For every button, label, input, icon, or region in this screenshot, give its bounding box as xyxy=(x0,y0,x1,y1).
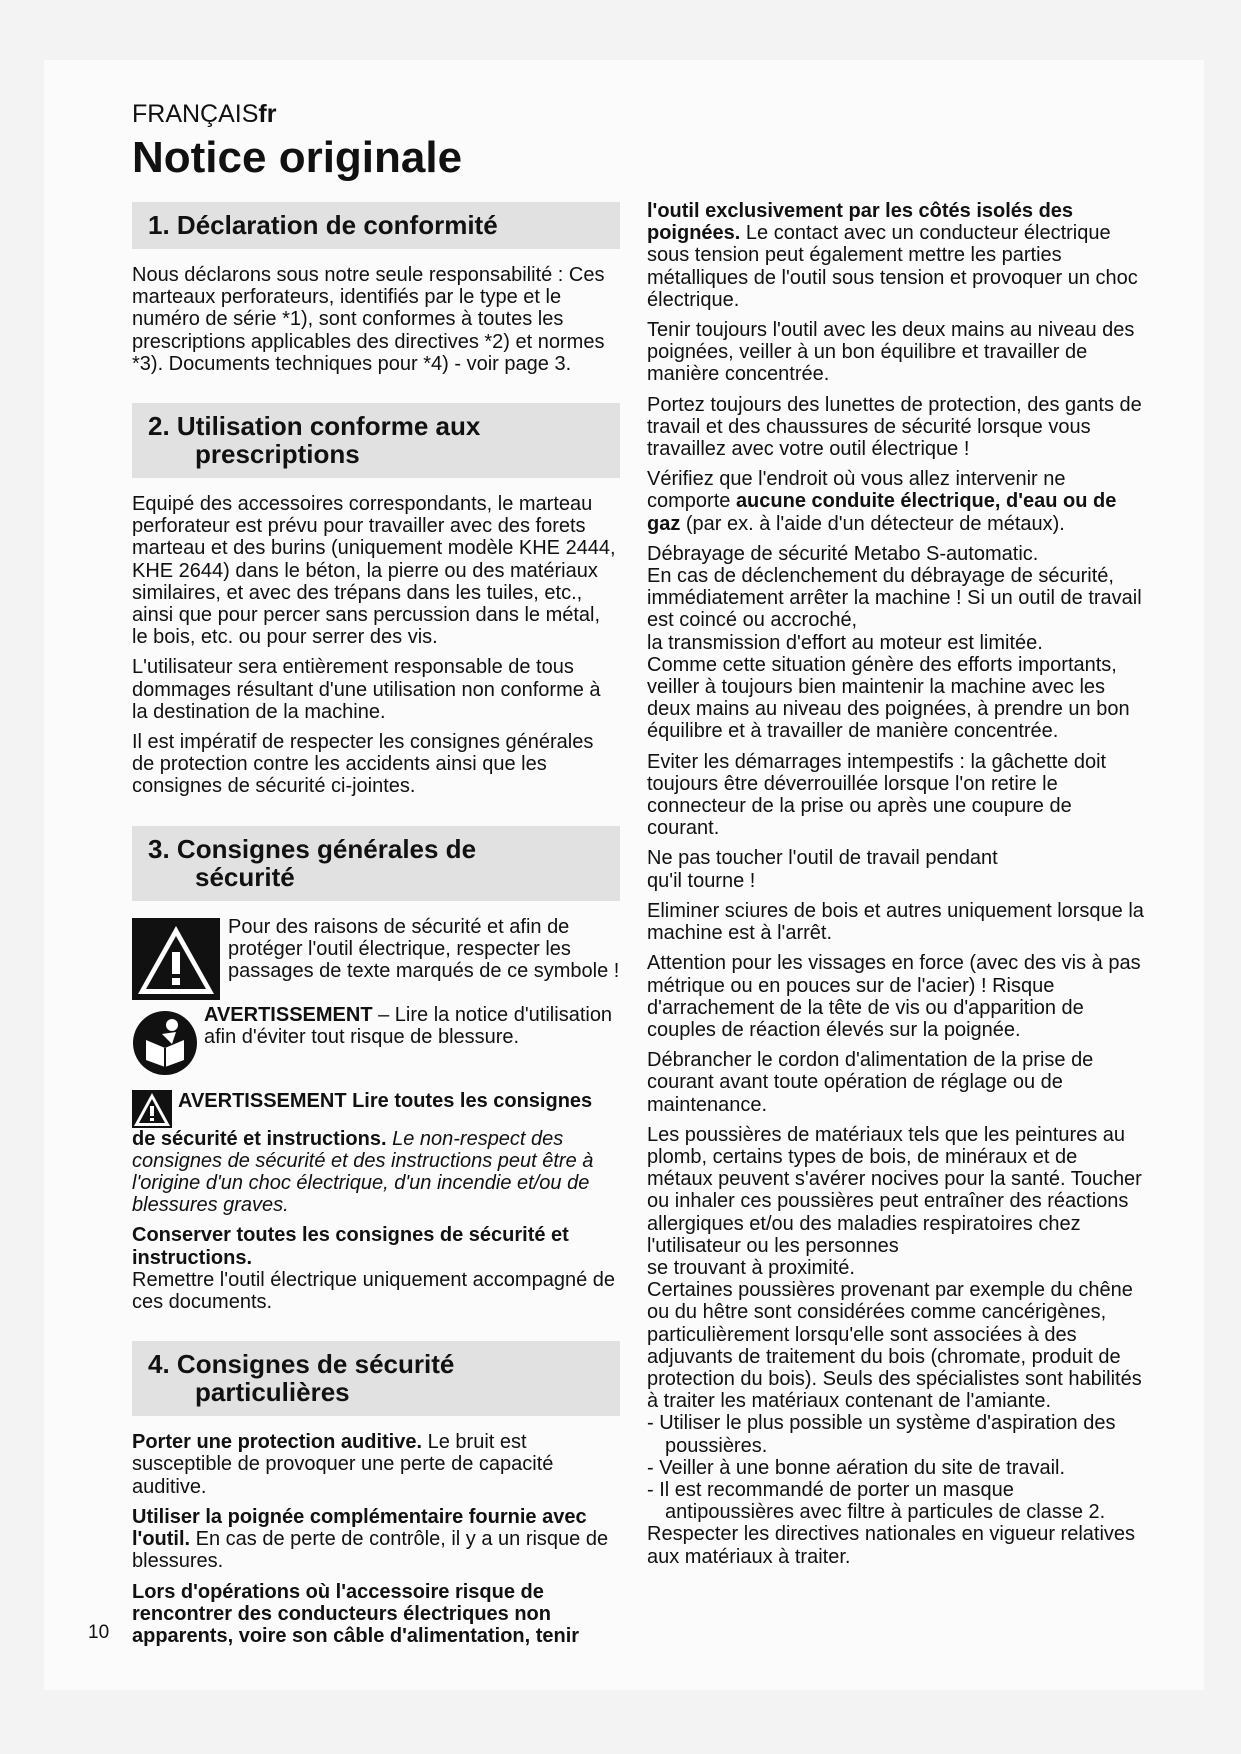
section-3-heading: 3. Consignes générales de sécurité xyxy=(132,826,620,901)
declaration-text: Nous déclarons sous notre seule responsabilité : Ces marteaux perforateurs, identifiés par le type et le numéro de série *1), sont conformes à toutes les prescriptions applicables des directives *2) et normes *3). Documents techniques pour *4) - voir page 3. xyxy=(132,264,605,375)
rotating-tool-text: Ne pas toucher l'outil de travail pendant qu'il tourne ! xyxy=(647,847,998,892)
accident-prevention-text: Il est impératif de respecter les consignes générales de protection contre les accidents ainsi que les consignes de sécurité ci-jointes. xyxy=(132,731,594,798)
warning-symbol-row xyxy=(132,916,620,1000)
auxiliary-handle-text: Utiliser la poignée complémentaire fournie avec l'outil. En cas de perte de contrôle, il y a un risque de blessures. xyxy=(132,1505,609,1573)
remove-chips-text: Eliminer sciures de bois et autres uniquement lorsque la machine est à l'arrêt. xyxy=(647,899,1144,945)
hidden-lines-text: Vérifiez que l'endroit où vous allez intervenir ne comporte aucune conduite électrique, d'eau ou de gaz (par ex. à l'aide d'un détecteur de métaux). xyxy=(647,468,1117,535)
dust-measure-item: - Utiliser le plus possible un système d'aspiration des poussières. xyxy=(647,1412,1116,1457)
safety-clutch-text: Débrayage de sécurité Metabo S-automatic. En cas de déclenchement du débrayage de sécurité, immédiatement arrêter la machine ! Si un outil de travail est coincé ou accroché, la transmission d'effort au moteur est limitée. Comme cette situation génère des efforts importants, veiller à toujours bien maintenir la machine avec les deux mains au niveau des poignées, à prendre un bon équilibre et à travailler de manière concentrée. xyxy=(647,542,1142,743)
language-header: FRANÇAISfr xyxy=(132,100,277,128)
heavy-screwing-text: Attention pour les vissages en force (avec des vis à pas métrique ou en pouces sur de l'acier) ! Risque d'arrachement de la tête de vis ou d'apparition de couples de réaction élevés sur la poignée. xyxy=(647,952,1141,1041)
national-regulations-text: Respecter les directives nationales en vigueur relatives aux matériaux à traiter. xyxy=(647,1523,1136,1568)
right-column xyxy=(647,200,1145,1576)
intended-use-text: Equipé des accessoires correspondants, le marteau perforateur est prévu pour travailler avec des forets marteau et des burins (uniquement modèle KHE 2444, KHE 2644) dans le béton, la pierre ou des matériaux similaires, et avec des trépans dans les tuiles, etc., ainsi que pour percer sans percussion dans le métal, le bois, etc. ou pour serrer des vis. xyxy=(132,493,616,649)
two-hands-text: Tenir toujours l'outil avec les deux mains au niveau des poignées, veiller à un bon équilibre et travailler de manière concentrée. xyxy=(647,319,1135,386)
read-manual-icon xyxy=(132,1010,198,1076)
page-title: Notice originale xyxy=(132,133,463,182)
read-manual-text: AVERTISSEMENT – Lire la notice d'utilisation afin d'éviter tout risque de blessure. xyxy=(204,1003,613,1048)
dust-measure-item: - Veiller à une bonne aération du site de travail. xyxy=(647,1456,1066,1479)
section-4-heading: 4. Consignes de sécurité particulières xyxy=(132,1341,620,1416)
dust-hazard-text: Les poussières de matériaux tels que les peintures au plomb, certains types de bois, de minéraux et de métaux peuvent s'avérer nocives pour la santé. Toucher ou inhaler ces poussières peut entraîner des réactions allergiques et/ou des maladies respiratoires chez l'utilisateur ou les personnes se trouvant à proximité. Certaines poussières provenant par exemple du chêne ou du hêtre sont considérées comme cancérigènes, particulièrement lorsqu'elle sont associées à des adjuvants de traitement du bois (chromate, produit de protection du bois). Seuls des spécialistes sont habilités à traiter les matériaux contenant de l'amiante. xyxy=(647,1123,1142,1413)
hearing-protection-text: Porter une protection auditive. Le bruit est susceptible de provoquer une perte de capacité auditive. xyxy=(132,1431,554,1498)
section-1-heading: 1. Déclaration de conformité xyxy=(132,202,620,249)
read-manual-row xyxy=(132,1004,620,1076)
insulated-grip-text: l'outil exclusivement par les côtés isolés des poignées. Le contact avec un conducteur électrique sous tension peut également mettre les parties métalliques de l'outil sous tension et provoquer un choc électrique. xyxy=(647,200,1138,311)
responsibility-text: L'utilisateur sera entièrement responsable de tous dommages résultant d'une utilisation non conforme à la destination de la machine. xyxy=(132,656,601,723)
page-number: 10 xyxy=(88,1622,110,1643)
warning-triangle-icon xyxy=(132,918,220,1000)
protective-equipment-text: Portez toujours des lunettes de protection, des gants de travail et des chaussures de sécurité lorsque vous travaillez avec votre outil électrique ! xyxy=(647,393,1142,461)
keep-instructions-text: Conserver toutes les consignes de sécurité et instructions. Remettre l'outil électrique uniquement accompagné de ces documents. xyxy=(132,1224,615,1314)
general-warning-text: AVERTISSEMENT Lire toutes les consignes de sécurité et instructions. Le non-respect des consignes de sécurité et des instructions peut être à l'origine d'un choc électrique, d'un incendie et/ou de blessures graves. xyxy=(132,1089,594,1217)
dust-measure-item: - Il est recommandé de porter un masque antipoussières avec filtre à particules de classe 2. xyxy=(647,1478,1106,1524)
left-column xyxy=(132,202,620,1655)
symbol-explanation-text: Pour des raisons de sécurité et afin de protéger l'outil électrique, respecter les passages de texte marqués de ce symbole ! xyxy=(228,915,620,983)
unplug-text: Débrancher le cordon d'alimentation de la prise de courant avant toute opération de réglage ou de maintenance. xyxy=(647,1049,1094,1116)
unintended-start-text: Eviter les démarrages intempestifs : la gâchette doit toujours être déverrouillée lorsque l'on retire le connecteur de la prise ou après une coupure de courant. xyxy=(647,750,1107,840)
small-warning-triangle-icon xyxy=(132,1090,172,1128)
section-2-heading: 2. Utilisation conforme aux prescriptions xyxy=(132,403,620,478)
hidden-wires-text: Lors d'opérations où l'accessoire risque de rencontrer des conducteurs électriques non apparents, voire son câble d'alimentation, tenir xyxy=(132,1580,580,1647)
